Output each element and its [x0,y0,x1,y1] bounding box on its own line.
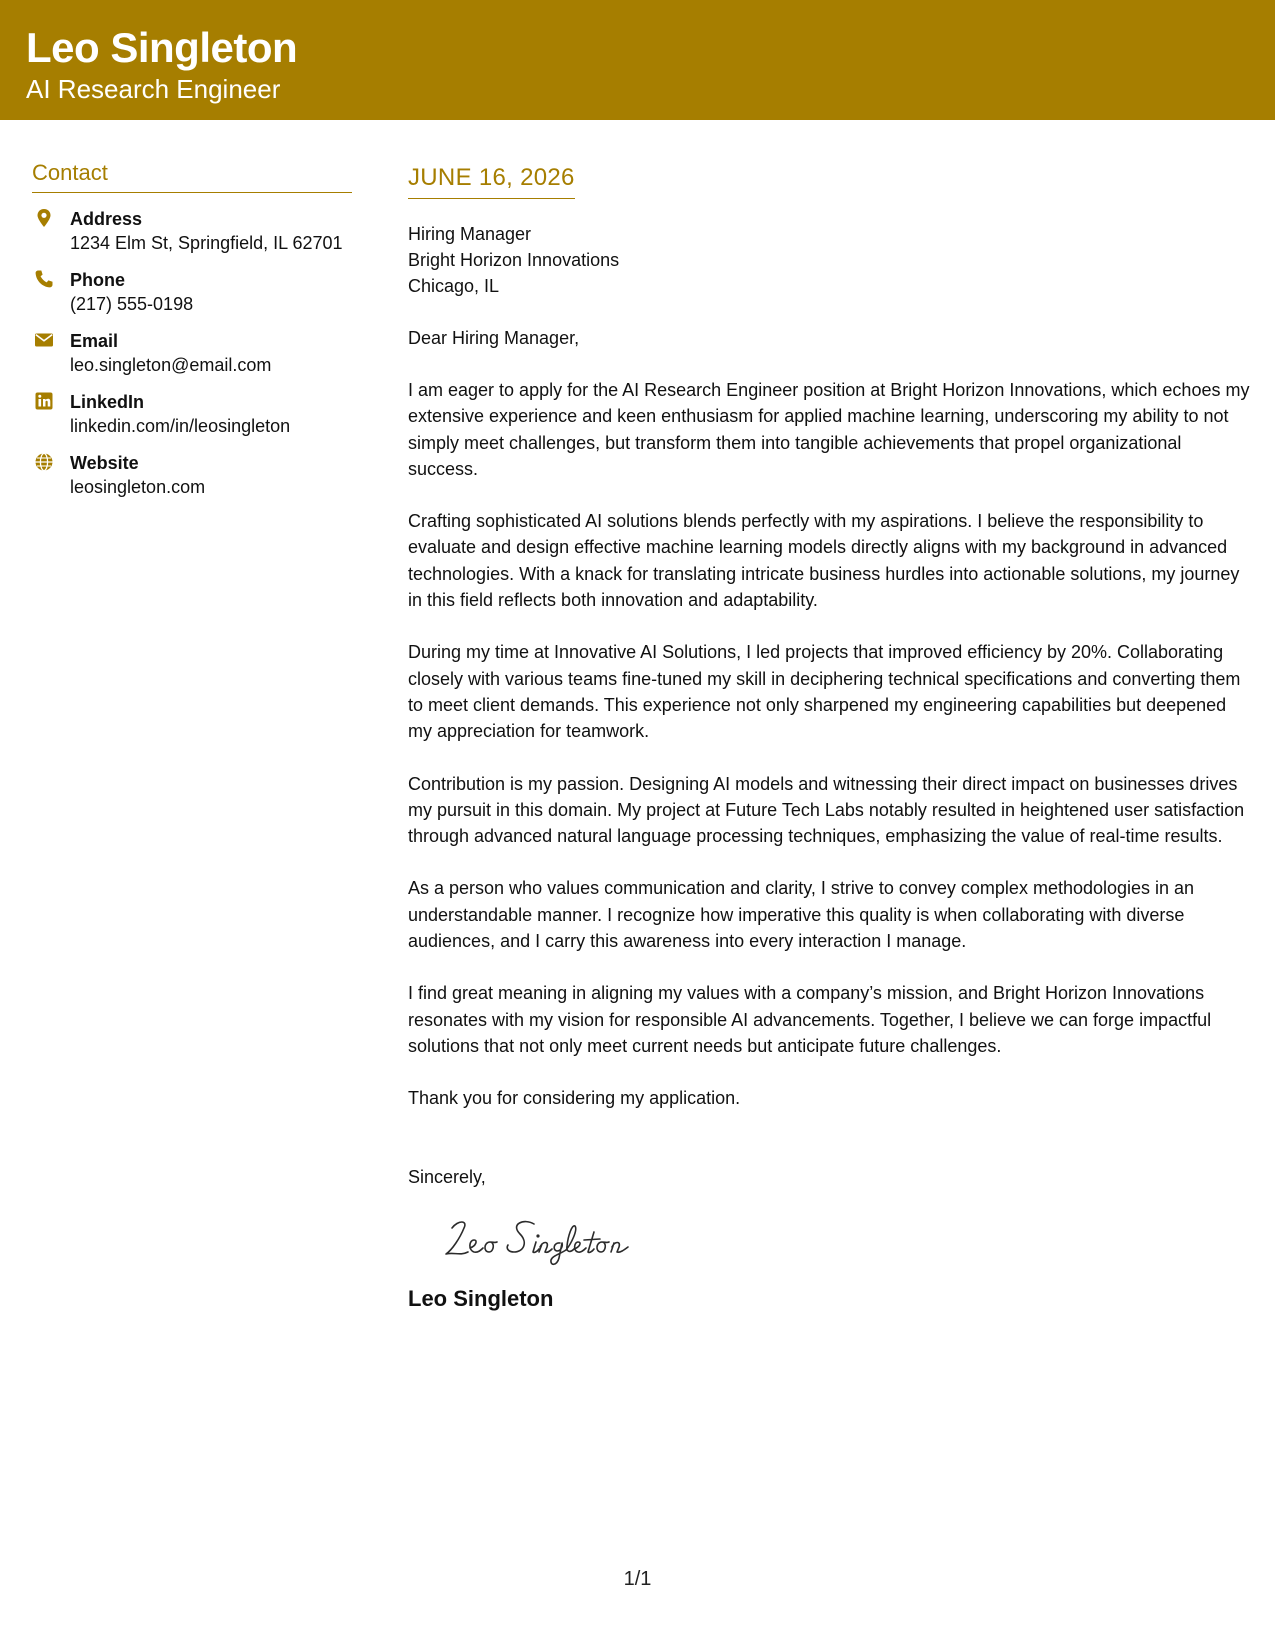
letter-paragraph: Thank you for considering my application. [408,1088,741,1109]
letter-body [408,164,1253,1312]
linkedin-label: LinkedIn [70,392,145,412]
email-icon [34,330,54,350]
address-value: 1234 Elm St, Springfield, IL 62701 [70,233,343,253]
applicant-title: AI Research Engineer [26,74,281,104]
header-banner [0,0,1275,120]
contact-sidebar [32,160,352,512]
recipient-block [408,221,1253,299]
email-label: Email [70,331,119,351]
contact-section-title: Contact [32,160,352,193]
recipient-line: Hiring Manager [408,224,532,244]
contact-item-email [32,329,352,377]
address-label: Address [70,209,143,229]
phone-value: (217) 555-0198 [70,294,194,314]
letter-paragraph: I am eager to apply for the AI Research Engineer position at Bright Horizon Innovations, which echoes my extensive experience and keen enthusiasm for applied machine learning, underscoring my ability to not simply meet challenges, but transform them into tangible achievements that propel organizational success. [408,380,1250,479]
contact-item-phone [32,268,352,316]
closing: Sincerely, [408,1166,486,1187]
recipient-line: Bright Horizon Innovations [408,250,620,270]
letter-paragraph: Crafting sophisticated AI solutions blends perfectly with my aspirations. I believe the responsibility to evaluate and design effective machine learning models directly aligns with my background in advanced technologies. With a knack for translating intricate business hurdles into actionable solutions, my journey in this field reflects both innovation and adaptability. [408,511,1240,611]
contact-item-website [32,451,352,499]
linkedin-value: linkedin.com/in/leosingleton [70,416,291,436]
letter-date: JUNE 16, 2026 [408,164,575,199]
globe-icon [34,452,54,472]
letter-paragraph: During my time at Innovative AI Solutions, I led projects that improved efficiency by 20%. Collaborating closely with various teams fine-tuned my skill in deciphering technical specifications and converting them to meet client demands. This experience not only sharpened my engineering capabilities but deepened my appreciation for teamwork. [408,642,1241,742]
phone-icon [34,269,54,289]
contact-item-linkedin [32,390,352,438]
salutation: Dear Hiring Manager, [408,328,580,348]
website-label: Website [70,453,139,473]
letter-paragraph: Contribution is my passion. Designing AI models and witnessing their direct impact on businesses drives my pursuit in this domain. My project at Future Tech Labs notably resulted in heightened user satisfaction through advanced natural language processing techniques, emphasizing the value of real-time results. [408,773,1245,847]
contact-item-address [32,207,352,255]
handwritten-signature [438,1212,658,1270]
website-value: leosingleton.com [70,477,206,497]
applicant-name: Leo Singleton [26,24,298,71]
recipient-line: Chicago, IL [408,276,500,296]
page-number: 1/1 [623,1568,652,1590]
letter-paragraph: As a person who values communication and clarity, I strive to convey complex methodologies in an understandable manner. I recognize how imperative this quality is when collaborating with diverse audiences, and I carry this awareness into every interaction I manage. [408,878,1195,952]
signer-name: Leo Singleton [408,1285,554,1311]
email-value: leo.singleton@email.com [70,355,272,375]
phone-label: Phone [70,270,126,290]
linkedin-icon [34,391,54,411]
letter-paragraph: I find great meaning in aligning my values with a company’s mission, and Bright Horizon Innovations resonates with my vision for responsible AI advancements. Together, I believe we can forge impactful solutions that not only meet current needs but anticipate future challenges. [408,983,1212,1056]
location-pin-icon [34,208,54,228]
